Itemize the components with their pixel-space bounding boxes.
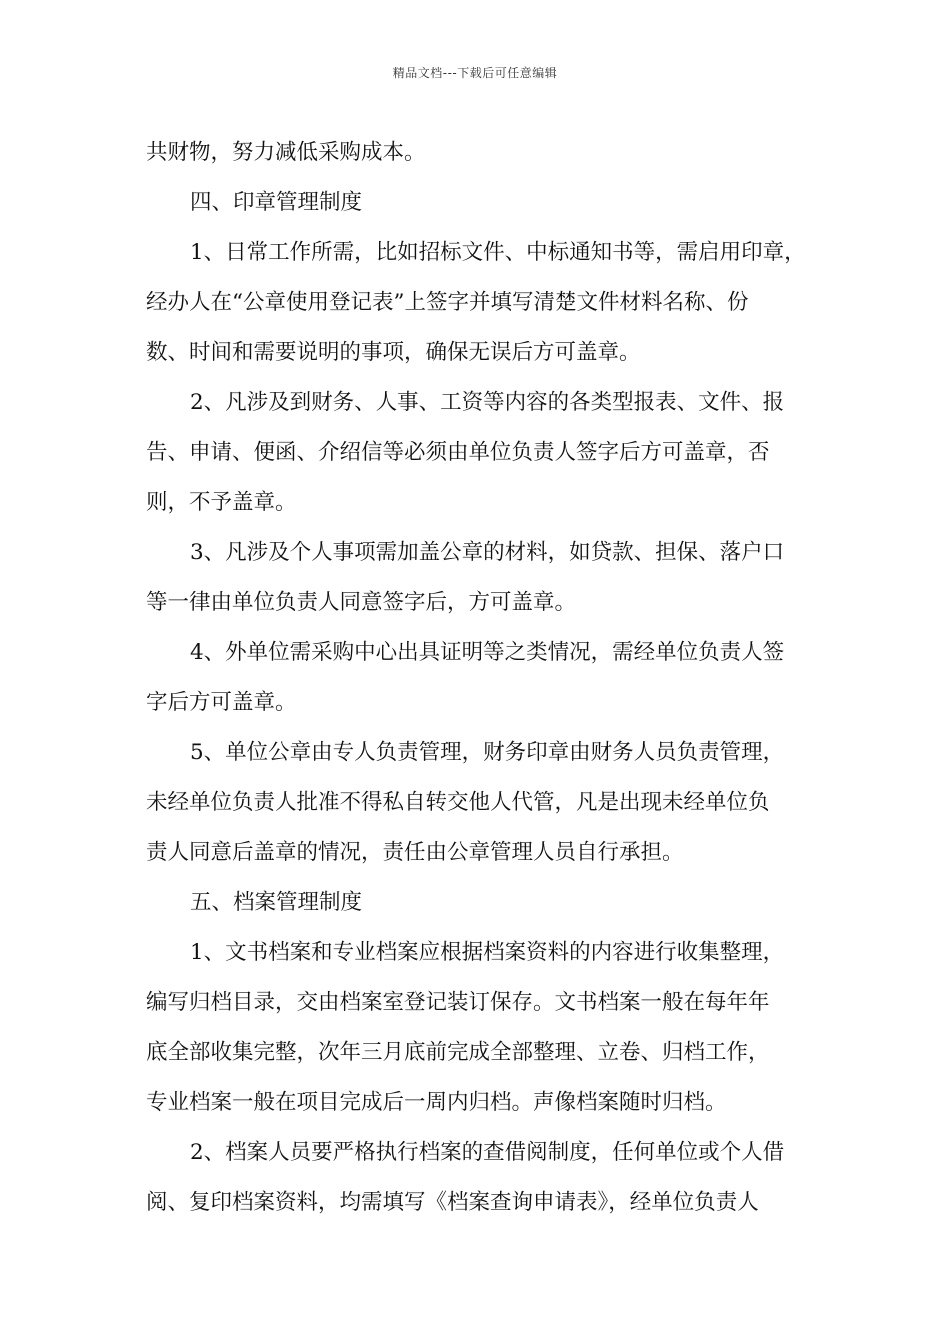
text-line: 则，不予盖章。	[146, 490, 297, 515]
document-body	[146, 128, 821, 1228]
text-line: 专业档案一般在项目完成后一周内归档。声像档案随时归档。	[146, 1090, 727, 1115]
text-line: 责人同意后盖章的情况，责任由公章管理人员自行承担。	[146, 840, 684, 865]
text-line: 数、时间和需要说明的事项，确保无误后方可盖章。	[146, 340, 641, 365]
text-line: 经办人在“公章使用登记表”上签字并填写清楚文件材料名称、份	[146, 290, 749, 315]
text-line: 4、外单位需采购中心出具证明等之类情况，需经单位负责人签	[190, 640, 785, 665]
text-line: 等一律由单位负责人同意签字后，方可盖章。	[146, 590, 577, 615]
text-line: 编写归档目录，交由档案室登记装订保存。文书档案一般在每年年	[146, 990, 770, 1015]
text-line: 底全部收集完整，次年三月底前完成全部整理、立卷、归档工作，	[146, 1040, 770, 1065]
text-line: 告、申请、便函、介绍信等必须由单位负责人签字后方可盖章，否	[146, 440, 770, 465]
text-line: 未经单位负责人批准不得私自转交他人代管，凡是出现未经单位负	[146, 790, 770, 815]
text-line: 共财物，努力减低采购成本。	[146, 140, 426, 165]
page-header: 精品文档---下载后可任意编辑	[392, 66, 558, 80]
text-line: 1、文书档案和专业档案应根据档案资料的内容进行收集整理，	[190, 940, 785, 965]
text-line: 字后方可盖章。	[146, 690, 297, 715]
section-heading-seal-management: 四、印章管理制度	[190, 190, 363, 215]
section-heading-archive-management: 五、档案管理制度	[190, 890, 363, 915]
text-line: 阅、复印档案资料，均需填写《档案查询申请表》，经单位负责人	[146, 1190, 759, 1215]
text-line: 2、凡涉及到财务、人事、工资等内容的各类型报表、文件、报	[190, 390, 785, 415]
text-line: 3、凡涉及个人事项需加盖公章的材料，如贷款、担保、落户口	[190, 540, 785, 565]
text-line: 1、日常工作所需，比如招标文件、中标通知书等，需启用印章，	[190, 240, 806, 265]
text-line: 2、档案人员要严格执行档案的查借阅制度，任何单位或个人借	[190, 1140, 785, 1165]
text-line: 5、单位公章由专人负责管理，财务印章由财务人员负责管理，	[190, 740, 785, 765]
